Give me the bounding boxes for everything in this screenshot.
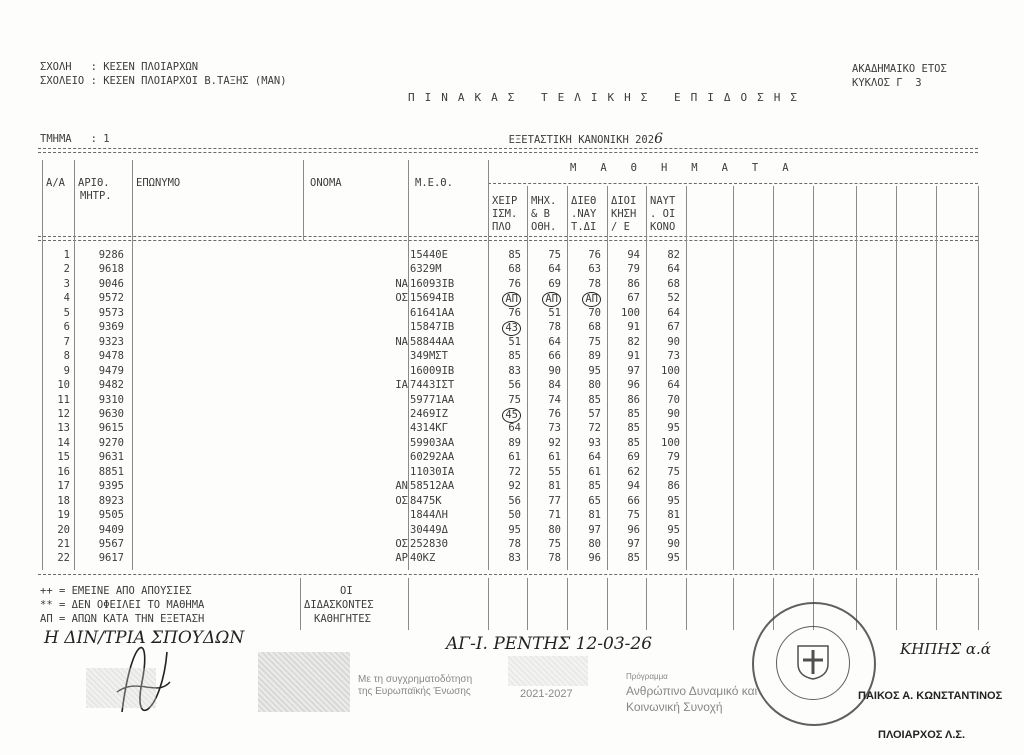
- registry-number: 9505: [98, 509, 124, 522]
- divider: [936, 578, 937, 630]
- table-row: [38, 336, 978, 349]
- table-row: [38, 292, 978, 305]
- table-row: [38, 379, 978, 392]
- name-fragment: ΝΑ: [395, 277, 408, 290]
- grade-cell: 69: [627, 451, 640, 464]
- row-number: 9: [63, 364, 70, 377]
- divider: [733, 578, 734, 630]
- col-header-surname: ΕΠΩΝΥΜΟ: [136, 177, 181, 189]
- page-title: ΠΙΝΑΚΑΣ ΤΕΛΙΚΗΣ ΕΠΙΔΟΣΗΣ: [408, 91, 807, 104]
- grade-cell: 70: [588, 306, 601, 319]
- grade-cell: 73: [667, 350, 680, 363]
- registry-number: 9478: [98, 350, 124, 363]
- row-number: 21: [57, 538, 70, 550]
- divider: [300, 578, 301, 630]
- registry-number: 9482: [98, 379, 124, 392]
- grade-cell: 81: [548, 480, 561, 493]
- grade-cell: 79: [667, 451, 680, 464]
- grade-cell: 94: [627, 249, 640, 261]
- grade-cell: 67: [667, 321, 680, 334]
- grade-cell: 75: [548, 538, 561, 550]
- grade-cell: 70: [667, 393, 680, 406]
- subjects-underline: [488, 183, 978, 184]
- table-row: [38, 538, 978, 551]
- grade-cell: 96: [588, 552, 601, 565]
- grade-cell: 95: [508, 523, 521, 536]
- legend-ap: ΑΠ = ΑΠΩΝ ΚΑΤΑ ΤΗΝ ΕΞΕΤΑΣΗ: [40, 613, 205, 625]
- row-number: 15: [57, 451, 70, 464]
- row-number: 19: [57, 509, 70, 522]
- table-row: [38, 480, 978, 493]
- meth-code: 7443ΙΣΤ: [410, 379, 455, 392]
- stamp-role: ΠΛΟΙΑΡΧΟΣ Λ.Σ.: [878, 729, 966, 741]
- grade-cell: 95: [667, 523, 680, 536]
- cycle: ΚΥΚΛΟΣ Γ 3: [852, 77, 922, 89]
- grade-cell: 75: [627, 509, 640, 522]
- registry-number: 9046: [98, 277, 124, 290]
- col-header-aa: Α/Α: [46, 177, 65, 189]
- grade-cell: 55: [548, 465, 561, 478]
- grade-cell: 81: [667, 509, 680, 522]
- table-row: [38, 263, 978, 276]
- grade-cell: 64: [548, 335, 561, 348]
- table-row: [38, 365, 978, 378]
- registry-number: 9567: [98, 538, 124, 550]
- meth-code: 61641ΑΑ: [410, 306, 455, 319]
- cross-shield-icon: [796, 644, 830, 680]
- meth-code: 15694ΙΒ: [410, 292, 455, 305]
- registry-number: 9286: [98, 249, 124, 261]
- grade-cell: 64: [667, 379, 680, 392]
- grade-cell: 64: [548, 263, 561, 276]
- subject-header-5-line-1: ΝΑΥΤ: [650, 195, 676, 207]
- grade-cell: ΑΠ: [582, 292, 601, 307]
- registry-number: 9573: [98, 306, 124, 319]
- grade-cell: 89: [508, 436, 521, 449]
- registry-number: 9572: [98, 292, 124, 305]
- subject-header-2-line-1: ΜΗΧ.: [531, 195, 557, 207]
- row-number: 6: [63, 321, 70, 334]
- grade-cell: 97: [627, 538, 640, 550]
- grade-cell: 78: [508, 538, 521, 550]
- grade-cell: 50: [508, 509, 521, 522]
- name-fragment: ΟΣ: [395, 292, 408, 305]
- row-number: 14: [57, 436, 70, 449]
- table-row: [38, 451, 978, 464]
- grade-cell: 97: [627, 364, 640, 377]
- table-row: [38, 495, 978, 508]
- grade-cell: 79: [627, 263, 640, 276]
- teachers-1: ΟΙ: [340, 585, 353, 597]
- grade-cell: 75: [667, 465, 680, 478]
- grade-cell: 90: [667, 538, 680, 550]
- grade-cell: 75: [548, 249, 561, 261]
- row-number: 12: [57, 407, 70, 420]
- subject-header-2-line-2: & Β: [531, 208, 550, 220]
- grade-cell: 75: [588, 335, 601, 348]
- handwritten-date: ΑΓ-Ι. ΡΕΝΤΗΣ 12-03-26: [446, 634, 653, 654]
- grade-cell: 73: [548, 422, 561, 435]
- registry-number: 9409: [98, 523, 124, 536]
- divider: [527, 578, 528, 630]
- eu-flag-logo: [258, 652, 350, 712]
- row-number: 22: [57, 552, 70, 565]
- registry-number: 9630: [98, 407, 124, 420]
- divider: [686, 578, 687, 630]
- table-row: [38, 422, 978, 435]
- grade-cell: 90: [667, 407, 680, 420]
- grade-cell: 67: [627, 292, 640, 305]
- legend-absent: ++ = ΕΜΕΙΝΕ ΑΠΟ ΑΠΟΥΣΙΕΣ: [40, 585, 192, 597]
- handwritten-signature: ΚΗΠΗΣ α.ά: [900, 640, 991, 658]
- grade-cell: 52: [667, 292, 680, 305]
- grade-cell: 65: [588, 494, 601, 507]
- subject-header-4-line-1: ΔΙΟΙ: [611, 195, 637, 207]
- meth-code: 8475Κ: [410, 494, 442, 507]
- grade-cell: 64: [588, 451, 601, 464]
- row-number: 13: [57, 422, 70, 435]
- grade-cell: 80: [548, 523, 561, 536]
- registry-number: 9617: [98, 552, 124, 565]
- grade-cell: 92: [548, 436, 561, 449]
- name-fragment: ΝΑ: [395, 335, 408, 348]
- col-header-am-2: ΜΗΤΡ.: [80, 190, 112, 202]
- registry-number: 9395: [98, 480, 124, 493]
- name-fragment: ΟΣ: [395, 538, 408, 550]
- table-row: [38, 524, 978, 537]
- meth-code: 2469ΙΖ: [410, 407, 448, 420]
- col-header-name: ΟΝΟΜΑ: [310, 177, 342, 189]
- table-row: [38, 394, 978, 407]
- grade-cell: 57: [588, 407, 601, 420]
- subject-header-3-line-3: Τ.ΔΙ: [571, 221, 597, 233]
- grade-cell: 56: [508, 494, 521, 507]
- meth-code: 1844ΛΗ: [410, 509, 448, 522]
- row-number: 11: [57, 393, 70, 406]
- table-row: [38, 249, 978, 262]
- col-header-am-1: ΑΡΙΘ.: [78, 177, 110, 189]
- row-number: 17: [57, 480, 70, 493]
- table-row: [38, 509, 978, 522]
- program-name-2: Κοινωνική Συνοχή: [626, 700, 723, 714]
- program-name-1: Ανθρώπινο Δυναμικό και: [626, 684, 758, 698]
- table-row: [38, 552, 978, 565]
- grade-cell: 91: [627, 321, 640, 334]
- registry-number: 8851: [98, 465, 124, 478]
- table-row: [38, 437, 978, 450]
- subject-header-4-line-3: / Ε: [611, 221, 630, 233]
- grade-cell: 68: [667, 277, 680, 290]
- grade-cell: 64: [667, 263, 680, 276]
- grade-cell: 95: [667, 494, 680, 507]
- grade-cell: 69: [548, 277, 561, 290]
- subject-header-1-line-3: ΠΛΟ: [492, 221, 511, 233]
- handwritten-director: Η ΔΙΝ/ΤΡΙΑ ΣΠΟΥΔΩΝ: [44, 628, 245, 648]
- grade-cell: 61: [508, 451, 521, 464]
- grade-cell: 86: [667, 480, 680, 493]
- subject-header-3-line-2: .ΝΑΥ: [571, 208, 597, 220]
- meth-code: 16093ΙΒ: [410, 277, 455, 290]
- meth-code: 16009ΙΒ: [410, 364, 455, 377]
- row-number: 16: [57, 465, 70, 478]
- divider: [978, 578, 979, 630]
- program-years: 2021-2027: [520, 688, 573, 700]
- espa-logo: [508, 656, 588, 686]
- stamp-name: ΠΑΙΚΟΣ Α. ΚΩΝΣΤΑΝΤΙΝΟΣ: [858, 690, 1003, 702]
- grade-cell: 74: [548, 393, 561, 406]
- divider: [488, 578, 489, 630]
- grade-cell: 51: [508, 335, 521, 348]
- grade-cell: 64: [508, 422, 521, 435]
- grade-cell: ΑΠ: [502, 292, 521, 307]
- grade-cell: 78: [548, 321, 561, 334]
- grade-cell: 90: [548, 364, 561, 377]
- divider: [408, 578, 409, 630]
- legend-not-owed: ** = ΔΕΝ ΟΦΕΙΛΕΙ ΤΟ ΜΑΘΗΜΑ: [40, 599, 205, 611]
- grade-cell: 85: [627, 422, 640, 435]
- grade-cell: 81: [588, 509, 601, 522]
- subject-header-1-line-2: ΙΣΜ.: [492, 208, 518, 220]
- grade-cell: 68: [508, 263, 521, 276]
- divider: [978, 186, 979, 570]
- grade-cell: 96: [627, 523, 640, 536]
- grade-cell: 86: [627, 393, 640, 406]
- grade-cell: 61: [548, 451, 561, 464]
- rule-header-bottom-2: [38, 240, 978, 241]
- table-row: [38, 466, 978, 479]
- divider: [567, 578, 568, 630]
- grade-cell: 86: [627, 277, 640, 290]
- registry-number: 9310: [98, 393, 124, 406]
- grade-cell: 93: [588, 436, 601, 449]
- meth-code: 58844ΑΑ: [410, 335, 455, 348]
- grade-cell: 85: [627, 436, 640, 449]
- grade-cell: 82: [667, 249, 680, 261]
- grade-cell: 72: [508, 465, 521, 478]
- table-row: [38, 278, 978, 291]
- grade-cell: 66: [627, 494, 640, 507]
- grade-cell: 78: [548, 552, 561, 565]
- grade-cell: 76: [548, 407, 561, 420]
- grade-cell: 76: [588, 249, 601, 261]
- grade-cell: 95: [588, 364, 601, 377]
- meth-code: 59903ΑΑ: [410, 436, 455, 449]
- grade-cell: 43: [502, 321, 521, 336]
- subject-header-5-line-2: . ΟΙ: [650, 208, 676, 220]
- name-fragment: ΑΝ: [395, 480, 408, 493]
- grade-cell: 85: [508, 350, 521, 363]
- eu-text-1: Με τη συγχρηματοδότηση: [358, 674, 473, 685]
- subject-header-1-line-1: ΧΕΙΡ: [492, 195, 518, 207]
- grade-cell: 95: [667, 422, 680, 435]
- eu-text-2: της Ευρωπαϊκής Ένωσης: [358, 686, 471, 697]
- grade-cell: 92: [508, 480, 521, 493]
- grade-cell: 78: [588, 277, 601, 290]
- grade-cell: 63: [588, 263, 601, 276]
- name-fragment: ΙΑ: [395, 379, 408, 392]
- rule-top: [38, 148, 978, 149]
- grade-cell: 100: [661, 436, 680, 449]
- grade-cell: 80: [588, 538, 601, 550]
- divider: [896, 578, 897, 630]
- section-label: ΤΜΗΜΑ : 1: [40, 133, 110, 145]
- meth-code: 58512ΑΑ: [410, 480, 455, 493]
- meth-code: 11030ΙΑ: [410, 465, 455, 478]
- grade-cell: 62: [627, 465, 640, 478]
- grade-cell: ΑΠ: [542, 292, 561, 307]
- grade-cell: 66: [548, 350, 561, 363]
- table-row: [38, 307, 978, 320]
- row-number: 5: [63, 306, 70, 319]
- grade-cell: 90: [667, 335, 680, 348]
- grade-cell: 91: [627, 350, 640, 363]
- divider: [646, 578, 647, 630]
- academic-year: ΑΚΑΔΗΜΑΙΚΟ ΕΤΟΣ: [852, 63, 947, 75]
- grade-cell: 100: [621, 306, 640, 319]
- col-header-meth: Μ.Ε.Θ.: [415, 177, 453, 189]
- meth-code: 349ΜΣΤ: [410, 350, 448, 363]
- rule-bottom: [38, 574, 978, 575]
- subject-header-2-line-3: ΟΘΗ.: [531, 221, 557, 233]
- grade-cell: 56: [508, 379, 521, 392]
- program-label: ΣΧΟΛΕΙΟ : ΚΕΣΕΝ ΠΛΟΙΑΡΧΟΙ Β.ΤΑΞΗΣ (ΜΑΝ): [40, 75, 287, 87]
- meth-code: 15847ΙΒ: [410, 321, 455, 334]
- program-label: Πρόγραμμα: [626, 672, 668, 681]
- col-header-subjects: ΜΑΘΗΜΑΤΑ: [570, 162, 813, 174]
- registry-number: 9270: [98, 436, 124, 449]
- ministry-logo: [86, 668, 156, 708]
- subject-header-4-line-2: ΚΗΣΗ: [611, 208, 637, 220]
- meth-code: 59771ΑΑ: [410, 393, 455, 406]
- row-number: 20: [57, 523, 70, 536]
- grade-cell: 45: [502, 408, 521, 423]
- meth-code: 25283Θ: [410, 538, 448, 550]
- grade-cell: 97: [588, 523, 601, 536]
- meth-code: 30449Δ: [410, 523, 448, 536]
- table-row: [38, 321, 978, 334]
- grade-cell: 96: [627, 379, 640, 392]
- grade-cell: 83: [508, 552, 521, 565]
- meth-code: 4314ΚΓ: [410, 422, 448, 435]
- grade-cell: 80: [588, 379, 601, 392]
- grade-cell: 100: [661, 364, 680, 377]
- grade-cell: 85: [508, 249, 521, 261]
- registry-number: 9618: [98, 263, 124, 276]
- grade-cell: 89: [588, 350, 601, 363]
- grade-cell: 85: [588, 393, 601, 406]
- signature-stamp: [858, 664, 1002, 755]
- grade-cell: 77: [548, 494, 561, 507]
- registry-number: 9479: [98, 364, 124, 377]
- grade-cell: 95: [667, 552, 680, 565]
- grade-cell: 85: [588, 480, 601, 493]
- row-number: 4: [63, 292, 70, 305]
- grade-cell: 68: [588, 321, 601, 334]
- rule-header-bottom: [38, 236, 978, 237]
- meth-code: 6329Μ: [410, 263, 442, 276]
- grade-cell: 83: [508, 364, 521, 377]
- grade-cell: 51: [548, 306, 561, 319]
- row-number: 18: [57, 494, 70, 507]
- exam-period: ΕΞΕΤΑΣΤΙΚΗ ΚΑΝΟΝΙΚΗ 2026: [508, 131, 663, 147]
- table-row: [38, 408, 978, 421]
- divider: [607, 578, 608, 630]
- teachers-2: ΔΙΔΑΣΚΟΝΤΕΣ: [304, 599, 374, 611]
- grade-cell: 85: [627, 407, 640, 420]
- meth-code: 15440Ε: [410, 249, 448, 261]
- meth-code: 40ΚΖ: [410, 552, 436, 565]
- table-row: [38, 350, 978, 363]
- grade-cell: 75: [508, 393, 521, 406]
- subject-header-3-line-1: ΔΙΕΘ: [571, 195, 597, 207]
- grade-cell: 82: [627, 335, 640, 348]
- row-number: 3: [63, 277, 70, 290]
- row-number: 2: [63, 263, 70, 276]
- divider: [303, 160, 304, 240]
- registry-number: 9323: [98, 335, 124, 348]
- row-number: 10: [57, 379, 70, 392]
- registry-number: 8923: [98, 494, 124, 507]
- rule-top-2: [38, 152, 978, 153]
- grade-cell: 76: [508, 306, 521, 319]
- grade-cell: 64: [667, 306, 680, 319]
- row-number: 7: [63, 335, 70, 348]
- registry-number: 9369: [98, 321, 124, 334]
- grade-cell: 71: [548, 509, 561, 522]
- registry-number: 9631: [98, 451, 124, 464]
- grade-cell: 72: [588, 422, 601, 435]
- grade-cell: 94: [627, 480, 640, 493]
- grade-cell: 61: [588, 465, 601, 478]
- grade-cell: 84: [548, 379, 561, 392]
- meth-code: 60292ΑΑ: [410, 451, 455, 464]
- name-fragment: ΑΡ: [395, 552, 408, 565]
- name-fragment: ΟΣ: [395, 494, 408, 507]
- grade-cell: 85: [627, 552, 640, 565]
- registry-number: 9615: [98, 422, 124, 435]
- subject-header-5-line-3: ΚΟΝΟ: [650, 221, 676, 233]
- school-label: ΣΧΟΛΗ : ΚΕΣΕΝ ΠΛΟΙΑΡΧΩΝ: [40, 61, 199, 73]
- row-number: 8: [63, 350, 70, 363]
- grade-cell: 76: [508, 277, 521, 290]
- row-number: 1: [63, 249, 70, 261]
- teachers-3: ΚΑΘΗΓΗΤΕΣ: [314, 613, 371, 625]
